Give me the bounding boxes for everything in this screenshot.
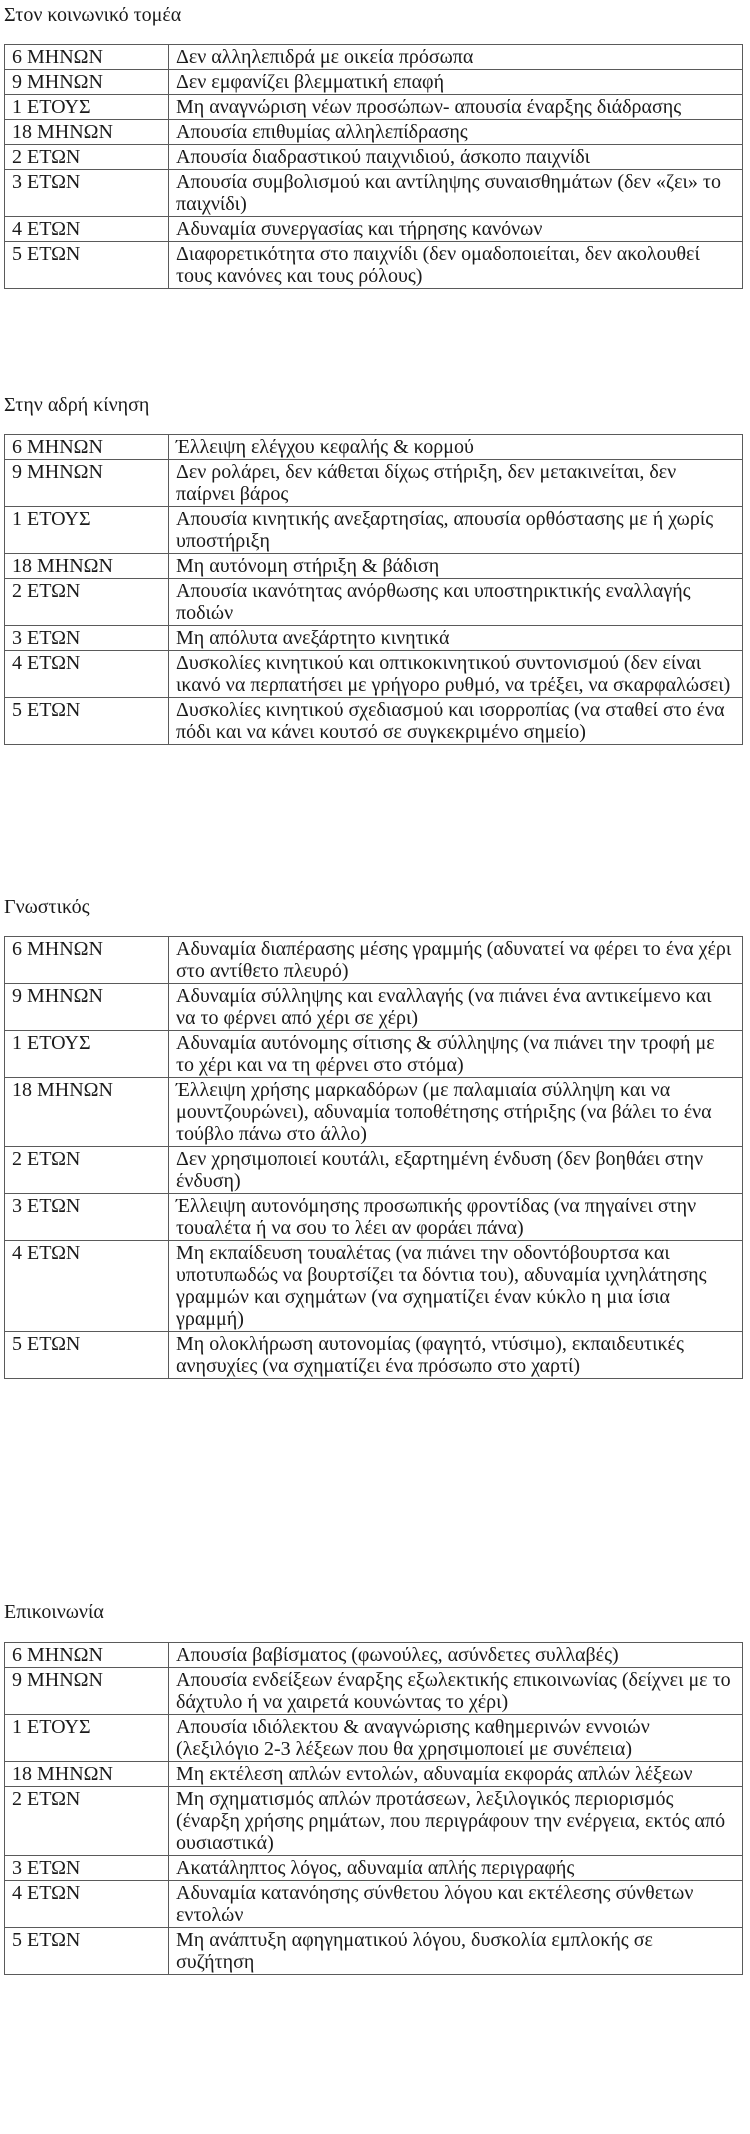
- description-cell: Απουσία συμβολισμού και αντίληψης συναισθημάτων (δεν «ζει» το παιχνίδι): [169, 170, 743, 217]
- table-row: [5, 1332, 743, 1379]
- age-cell: 4 ΕΤΩΝ: [5, 1881, 169, 1928]
- table-row: [5, 554, 743, 579]
- description-cell: Απουσία ενδείξεων έναρξης εξωλεκτικής επικοινωνίας (δείχνει με το δάχτυλο ή να χαιρετά κουνώντας το χέρι): [169, 1668, 743, 1715]
- age-cell: 18 ΜΗΝΩΝ: [5, 1762, 169, 1787]
- milestones-table: [4, 44, 743, 289]
- table-row: [5, 1715, 743, 1762]
- age-cell: 5 ΕΤΩΝ: [5, 698, 169, 745]
- description-cell: Απουσία επιθυμίας αλληλεπίδρασης: [169, 120, 743, 145]
- age-cell: 9 ΜΗΝΩΝ: [5, 1668, 169, 1715]
- description-cell: Μη απόλυτα ανεξάρτητο κινητικά: [169, 626, 743, 651]
- age-cell: 4 ΕΤΩΝ: [5, 217, 169, 242]
- section-heading: Γνωστικός: [4, 896, 90, 918]
- description-cell: Μη αναγνώριση νέων προσώπων- απουσία έναρξης διάδρασης: [169, 95, 743, 120]
- table-row: [5, 1194, 743, 1241]
- age-cell: 5 ΕΤΩΝ: [5, 1928, 169, 1975]
- table-row: [5, 651, 743, 698]
- description-cell: Δυσκολίες κινητικού και οπτικοκινητικού συντονισμού (δεν είναι ικανό να περπατήσει με γρήγορο ρυθμό, να τρέξει, να σκαρφαλώσει): [169, 651, 743, 698]
- table-row: [5, 1928, 743, 1975]
- table-row: [5, 217, 743, 242]
- age-cell: 1 ΕΤΟΥΣ: [5, 95, 169, 120]
- section-heading: Επικοινωνία: [4, 1601, 104, 1623]
- description-cell: Δεν χρησιμοποιεί κουτάλι, εξαρτημένη ένδυση (δεν βοηθάει στην ένδυση): [169, 1147, 743, 1194]
- description-cell: Έλλειψη χρήσης μαρκαδόρων (με παλαμιαία σύλληψη και να μουντζουρώνει), αδυναμία τοποθέτησης στήριξης (να βάλει το ένα τούβλο πάνω στο άλλο): [169, 1078, 743, 1147]
- description-cell: Αδυναμία διαπέρασης μέσης γραμμής (αδυνατεί να φέρει το ένα χέρι στο αντίθετο πλευρό): [169, 937, 743, 984]
- description-cell: Μη εκτέλεση απλών εντολών, αδυναμία εκφοράς απλών λέξεων: [169, 1762, 743, 1787]
- age-cell: 5 ΕΤΩΝ: [5, 242, 169, 289]
- table-row: [5, 1643, 743, 1668]
- age-cell: 5 ΕΤΩΝ: [5, 1332, 169, 1379]
- age-cell: 9 ΜΗΝΩΝ: [5, 70, 169, 95]
- table-row: [5, 1147, 743, 1194]
- description-cell: Δεν εμφανίζει βλεμματική επαφή: [169, 70, 743, 95]
- description-cell: Αδυναμία κατανόησης σύνθετου λόγου και εκτέλεσης σύνθετων εντολών: [169, 1881, 743, 1928]
- table-row: [5, 579, 743, 626]
- age-cell: 9 ΜΗΝΩΝ: [5, 460, 169, 507]
- age-cell: 1 ΕΤΟΥΣ: [5, 507, 169, 554]
- age-cell: 4 ΕΤΩΝ: [5, 1241, 169, 1332]
- description-cell: Αδυναμία σύλληψης και εναλλαγής (να πιάνει ένα αντικείμενο και να το φέρνει από χέρι σε χέρι): [169, 984, 743, 1031]
- age-cell: 6 ΜΗΝΩΝ: [5, 937, 169, 984]
- section-heading: Στον κοινωνικό τομέα: [4, 4, 182, 26]
- age-cell: 3 ΕΤΩΝ: [5, 1194, 169, 1241]
- age-cell: 2 ΕΤΩΝ: [5, 1787, 169, 1856]
- description-cell: Μη αυτόνομη στήριξη & βάδιση: [169, 554, 743, 579]
- description-cell: Έλλειψη ελέγχου κεφαλής & κορμού: [169, 435, 743, 460]
- age-cell: 1 ΕΤΟΥΣ: [5, 1715, 169, 1762]
- description-cell: Έλλειψη αυτονόμησης προσωπικής φροντίδας (να πηγαίνει στην τουαλέτα ή να σου το λέει αν φοράει πάνα): [169, 1194, 743, 1241]
- table-row: [5, 95, 743, 120]
- description-cell: Αδυναμία αυτόνομης σίτισης & σύλληψης (να πιάνει την τροφή με το χέρι και να τη φέρνει στο στόμα): [169, 1031, 743, 1078]
- table-row: [5, 435, 743, 460]
- table-row: [5, 70, 743, 95]
- milestones-table: [4, 936, 743, 1379]
- age-cell: 6 ΜΗΝΩΝ: [5, 45, 169, 70]
- table-row: [5, 1668, 743, 1715]
- description-cell: Δυσκολίες κινητικού σχεδιασμού και ισορροπίας (να σταθεί στο ένα πόδι και να κάνει κουτσό σε συγκεκριμένο σημείο): [169, 698, 743, 745]
- age-cell: 18 ΜΗΝΩΝ: [5, 120, 169, 145]
- table-row: [5, 626, 743, 651]
- description-cell: Ακατάληπτος λόγος, αδυναμία απλής περιγραφής: [169, 1856, 743, 1881]
- section-heading: Στην αδρή κίνηση: [4, 394, 150, 416]
- table-row: [5, 1078, 743, 1147]
- description-cell: Δεν αλληλεπιδρά με οικεία πρόσωπα: [169, 45, 743, 70]
- description-cell: Μη εκπαίδευση τουαλέτας (να πιάνει την οδοντόβουρτσα και υποτυπωδώς να βουρτσίζει τα δόντια του), αδυναμία ιχνηλάτησης γραμμών και σχημάτων (να σχηματίζει έναν κύκλο η μια ίσια γραμμή): [169, 1241, 743, 1332]
- age-cell: 3 ΕΤΩΝ: [5, 626, 169, 651]
- table-row: [5, 170, 743, 217]
- description-cell: Διαφορετικότητα στο παιχνίδι (δεν ομαδοποιείται, δεν ακολουθεί τους κανόνες και τους ρόλους): [169, 242, 743, 289]
- age-cell: 9 ΜΗΝΩΝ: [5, 984, 169, 1031]
- table-row: [5, 1241, 743, 1332]
- age-cell: 2 ΕΤΩΝ: [5, 145, 169, 170]
- description-cell: Απουσία ικανότητας ανόρθωσης και υποστηρικτικής εναλλαγής ποδιών: [169, 579, 743, 626]
- age-cell: 3 ΕΤΩΝ: [5, 170, 169, 217]
- description-cell: Μη ανάπτυξη αφηγηματικού λόγου, δυσκολία εμπλοκής σε συζήτηση: [169, 1928, 743, 1975]
- age-cell: 6 ΜΗΝΩΝ: [5, 1643, 169, 1668]
- table-row: [5, 120, 743, 145]
- age-cell: 18 ΜΗΝΩΝ: [5, 554, 169, 579]
- description-cell: Αδυναμία συνεργασίας και τήρησης κανόνων: [169, 217, 743, 242]
- table-row: [5, 242, 743, 289]
- age-cell: 1 ΕΤΟΥΣ: [5, 1031, 169, 1078]
- table-row: [5, 1881, 743, 1928]
- age-cell: 18 ΜΗΝΩΝ: [5, 1078, 169, 1147]
- table-row: [5, 1787, 743, 1856]
- description-cell: Απουσία διαδραστικού παιχνιδιού, άσκοπο παιχνίδι: [169, 145, 743, 170]
- age-cell: 6 ΜΗΝΩΝ: [5, 435, 169, 460]
- age-cell: 2 ΕΤΩΝ: [5, 579, 169, 626]
- table-row: [5, 984, 743, 1031]
- age-cell: 3 ΕΤΩΝ: [5, 1856, 169, 1881]
- table-row: [5, 698, 743, 745]
- table-row: [5, 45, 743, 70]
- table-row: [5, 1031, 743, 1078]
- age-cell: 2 ΕΤΩΝ: [5, 1147, 169, 1194]
- description-cell: Απουσία κινητικής ανεξαρτησίας, απουσία ορθόστασης με ή χωρίς υποστήριξη: [169, 507, 743, 554]
- description-cell: Μη σχηματισμός απλών προτάσεων, λεξιλογικός περιορισμός (έναρξη χρήσης ρημάτων, που περιγράφουν την ενέργεια, εκτός από ουσιαστικά): [169, 1787, 743, 1856]
- description-cell: Δεν ρολάρει, δεν κάθεται δίχως στήριξη, δεν μετακινείται, δεν παίρνει βάρος: [169, 460, 743, 507]
- table-row: [5, 145, 743, 170]
- milestones-table: [4, 434, 743, 745]
- table-row: [5, 1856, 743, 1881]
- description-cell: Απουσία ιδιόλεκτου & αναγνώρισης καθημερινών εννοιών (λεξιλόγιο 2-3 λέξεων που θα χρησιμοποιεί με συνέπεια): [169, 1715, 743, 1762]
- table-row: [5, 507, 743, 554]
- age-cell: 4 ΕΤΩΝ: [5, 651, 169, 698]
- description-cell: Μη ολοκλήρωση αυτονομίας (φαγητό, ντύσιμο), εκπαιδευτικές ανησυχίες (να σχηματίζει ένα πρόσωπο στο χαρτί): [169, 1332, 743, 1379]
- milestones-table: [4, 1642, 743, 1975]
- table-row: [5, 937, 743, 984]
- table-row: [5, 460, 743, 507]
- table-row: [5, 1762, 743, 1787]
- description-cell: Απουσία βαβίσματος (φωνούλες, ασύνδετες συλλαβές): [169, 1643, 743, 1668]
